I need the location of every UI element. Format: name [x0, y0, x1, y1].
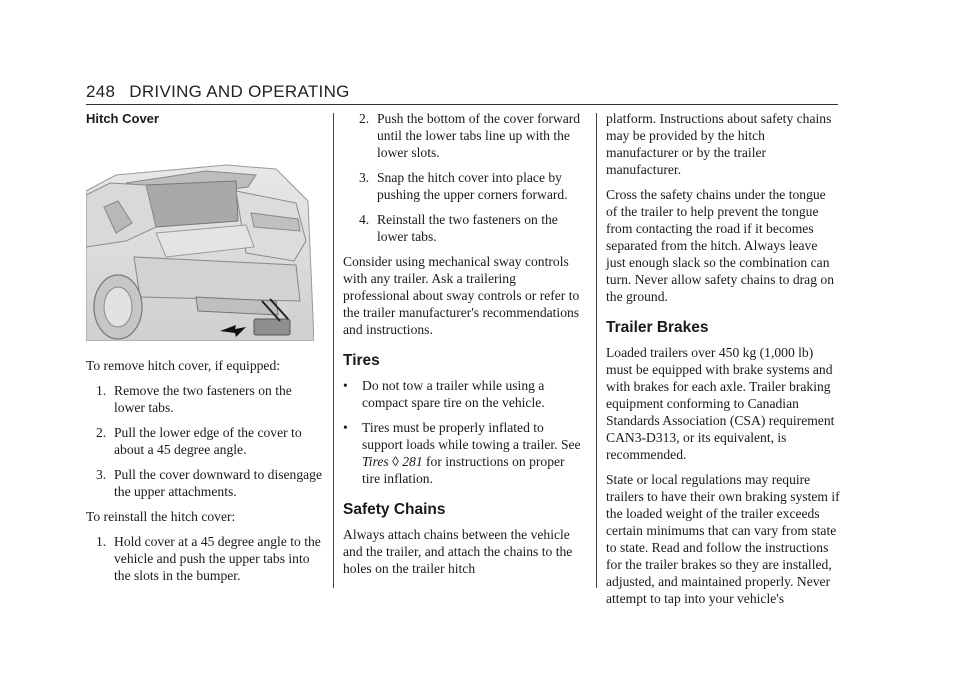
column-divider-1 — [333, 113, 334, 588]
safety-chains-heading: Safety Chains — [343, 501, 446, 518]
cross-chains-paragraph: Cross the safety chains under the tongue of the trailer to help prevent the tongue from contacting the road if it becomes separated from the hitch. Always leave just enough slack so the combination can turn. Never allow safety chains to drag on the ground. — [606, 187, 835, 304]
remove-step-1: 1. Remove the two fasteners on the lower tabs. — [96, 383, 292, 415]
reinstall-step-3: 3. Snap the hitch cover into place by pushing the upper corners forward. — [359, 170, 568, 202]
trailer-brakes-heading: Trailer Brakes — [606, 319, 709, 336]
trailer-brakes-paragraph: Loaded trailers over 450 kg (1,000 lb) must be equipped with brake systems and with brakes for each axle. Trailer braking equipment conforming to Canadian Standards Association (CSA) requirement CAN3-D313, or its equivalent, is recommended. — [606, 345, 835, 462]
reinstall-intro: To reinstall the hitch cover: — [86, 509, 236, 524]
section-title: DRIVING AND OPERATING — [129, 82, 350, 101]
reinstall-step-1: 1. Hold cover at a 45 degree angle to the vehicle and push the upper tabs into the slots in the bumper. — [96, 534, 321, 583]
tires-bullet-1: • Do not tow a trailer while using a compact spare tire on the vehicle. — [343, 378, 545, 410]
remove-intro: To remove hitch cover, if equipped: — [86, 358, 281, 373]
header-rule — [86, 104, 838, 105]
column-divider-2 — [596, 113, 597, 588]
tires-xref-link[interactable]: Tires — [362, 454, 389, 469]
column-2 — [343, 110, 581, 585]
reinstall-step-4: 4. Reinstall the two fasteners on the lower tabs. — [359, 212, 558, 244]
page-header — [86, 82, 838, 104]
column-3 — [606, 110, 840, 615]
safety-chains-continued: platform. Instructions about safety chains may be provided by the hitch manufacturer or by the trailer manufacturer. — [606, 111, 832, 177]
tires-xref-page[interactable]: 281 — [402, 454, 423, 469]
tires-heading: Tires — [343, 352, 380, 369]
hitch-cover-illustration — [86, 161, 314, 341]
state-regulations-paragraph: State or local regulations may require trailers to have their own braking system if the loaded weight of the trailer exceeds certain minimums that can vary from state to state. Read and follow the instructions for the trailer brakes so they are installed, adjusted, and maintained properly. Never attempt to tap into your vehicle's — [606, 472, 840, 606]
column-1 — [86, 110, 324, 592]
remove-step-3: 3. Pull the cover downward to disengage the upper attachments. — [96, 467, 323, 499]
reinstall-step-2: 2. Push the bottom of the cover forward until the lower tabs line up with the lower slots. — [359, 111, 581, 160]
tires-bullet-2: • Tires must be properly inflated to support loads while towing a trailer. See Tires ◊ 281 for instructions on proper tire inflation. — [343, 420, 581, 486]
safety-chains-paragraph: Always attach chains between the vehicle and the trailer, and attach the chains to the holes on the trailer hitch — [343, 527, 573, 576]
sway-paragraph: Consider using mechanical sway controls with any trailer. Ask a trailering professional about sway controls or refer to the trailer manufacturer's recommendations and instructions. — [343, 254, 580, 337]
page-ref-icon: ◊ — [392, 454, 399, 469]
hitch-cover-heading: Hitch Cover — [86, 111, 159, 126]
page-number: 248 — [86, 82, 116, 101]
remove-step-2: 2. Pull the lower edge of the cover to about a 45 degree angle. — [96, 425, 302, 457]
